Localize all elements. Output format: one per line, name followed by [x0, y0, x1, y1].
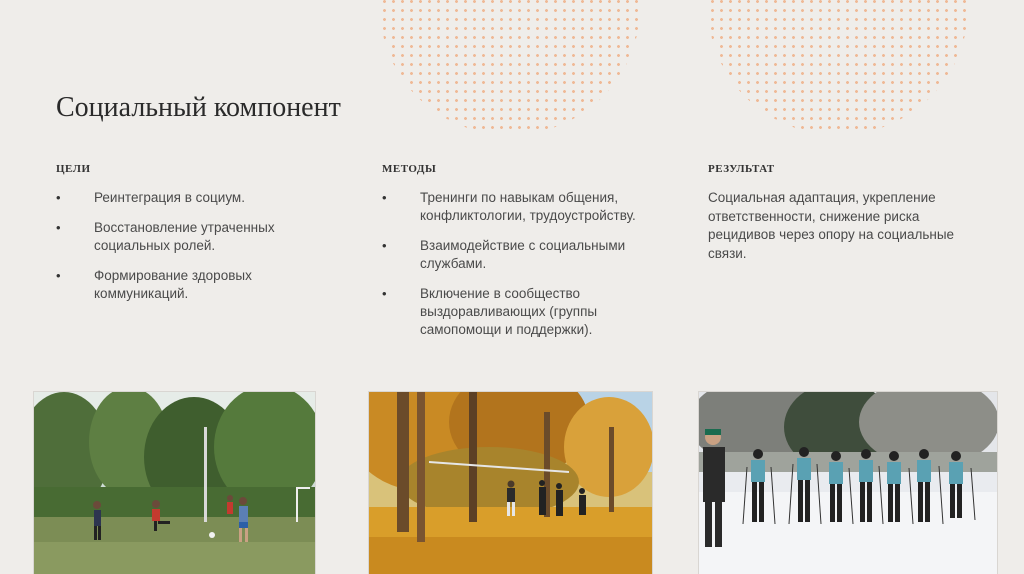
slide-title: Социальный компонент	[56, 92, 341, 123]
goals-heading: ЦЕЛИ	[56, 163, 91, 175]
result-column	[708, 163, 968, 263]
bullet-icon: •	[382, 286, 387, 301]
dot-pattern-decoration	[380, 0, 640, 135]
football-field-photo	[34, 392, 315, 574]
bullet-icon: •	[56, 268, 61, 283]
list-item: • Тренинги по навыкам общения, конфликтологии, трудоустройству.	[382, 190, 636, 223]
bullet-icon: •	[382, 190, 387, 205]
list-item: • Взаимодействие с социальными службами.	[382, 238, 626, 271]
list-item: • Реинтеграция в социум.	[56, 190, 245, 205]
bullet-icon: •	[382, 238, 387, 253]
list-item: • Включение в сообщество выздоравливающих (группы самопомощи и поддержки).	[382, 286, 598, 337]
list-item: • Формирование здоровых коммуникаций.	[56, 268, 252, 301]
dot-pattern-decoration	[708, 0, 968, 135]
methods-heading: МЕТОДЫ	[382, 163, 437, 175]
autumn-park-illustration	[369, 392, 652, 574]
methods-list	[382, 189, 652, 339]
bullet-icon: •	[56, 190, 61, 205]
result-text: Социальная адаптация, укрепление ответственности, снижение риска рецидивов через опору на социальные связи.	[708, 190, 955, 261]
list-item: • Восстановление утраченных социальных ролей.	[56, 220, 275, 253]
football-field-illustration	[34, 392, 315, 574]
autumn-park-photo	[369, 392, 652, 574]
goals-column	[56, 163, 326, 315]
winter-ski-photo	[699, 392, 997, 574]
methods-column	[382, 163, 652, 351]
result-heading: РЕЗУЛЬТАТ	[708, 163, 775, 175]
goals-list	[56, 189, 326, 303]
bullet-icon: •	[56, 220, 61, 235]
winter-ski-illustration	[699, 392, 997, 574]
